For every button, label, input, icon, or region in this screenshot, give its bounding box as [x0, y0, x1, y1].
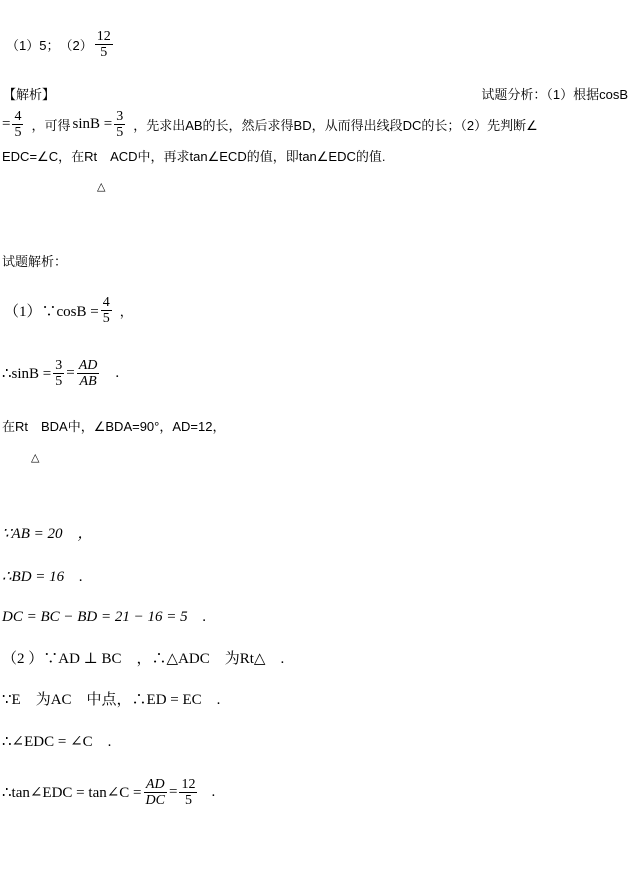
answer-fraction [95, 29, 113, 60]
fraction-denominator: 5 [102, 310, 110, 326]
solution-step5: ∴BD = 16 . [2, 569, 83, 585]
step2-prefix: ∴sinB = [2, 365, 52, 382]
solution-step7: （2 ）∵AD ⊥ BC ，∴△ADC 为Rt△ . [2, 651, 285, 667]
triangle-icon: △ [31, 452, 40, 464]
fraction-numerator: AD [145, 776, 165, 792]
step10-suffix: . [211, 783, 216, 800]
equals-sign: = [66, 364, 75, 381]
sin-expression: sinB = [72, 115, 113, 132]
fraction-numerator: 4 [102, 294, 110, 310]
answer-line [6, 24, 115, 64]
cos-fraction [12, 109, 23, 140]
equals-sign: = [2, 115, 11, 132]
fraction-denominator: 5 [184, 792, 192, 808]
step10-fraction1 [144, 777, 167, 808]
triangle-icon: △ [97, 181, 106, 193]
fraction-numerator: AD [78, 357, 98, 373]
solution-step3: 在Rt BDA中，∠BDA=90°，AD=12， [2, 419, 226, 434]
step1-fraction [101, 295, 112, 326]
fraction-denominator: 5 [100, 44, 108, 60]
text-segment: ，可得 [31, 117, 71, 133]
solution-step10 [2, 772, 215, 812]
analysis-heading: 【解析】 [3, 87, 56, 102]
analysis-line3: EDC=∠C，在Rt ACD中，再求tan∠ECD的值，即tan∠EDC的值. [2, 149, 386, 164]
fraction-denominator: 5 [55, 373, 63, 389]
sin-fraction [114, 109, 125, 140]
fraction-numerator: 12 [181, 776, 196, 792]
step1-prefix: （1）∵cosB = [4, 303, 99, 320]
analysis-line2 [2, 104, 538, 144]
fraction-numerator: 3 [55, 357, 63, 373]
fraction-denominator: 5 [14, 124, 22, 140]
answer-part2: （2） [59, 37, 93, 53]
solution-step9: ∴∠EDC = ∠C . [2, 734, 112, 750]
solution-step6: DC = BC − BD = 21 − 16 = 5 . [2, 609, 207, 625]
fraction-denominator: 5 [116, 124, 124, 140]
solution-step4: ∵AB = 20 ， [2, 526, 93, 542]
fraction-numerator: 12 [96, 28, 111, 44]
step10-fraction2 [179, 777, 197, 808]
step2-fraction1 [53, 358, 64, 389]
fraction-numerator: 4 [14, 108, 22, 124]
text-segment: ，先求出AB的长，然后求得BD，从而得出线段DC的长；（2）先判断∠ [133, 117, 538, 133]
analysis-intro: 试题分析：（1）根据cosB [481, 87, 628, 102]
equals-sign: = [168, 783, 178, 800]
solution-step2 [2, 353, 119, 393]
solution-heading: 试题解析： [2, 254, 68, 269]
solution-step8: ∵E 为AC 中点，∴ED = EC . [2, 692, 221, 708]
step10-prefix: ∴tan∠EDC = tan∠C = [2, 784, 142, 801]
fraction-denominator: DC [145, 792, 165, 808]
fraction-numerator: 3 [116, 108, 124, 124]
step2-fraction2 [77, 358, 100, 389]
answer-part1: （1）5； [6, 37, 60, 53]
solution-step1 [4, 290, 133, 330]
step2-suffix: . [115, 364, 120, 381]
fraction-denominator: AB [79, 373, 97, 389]
step1-suffix: ， [119, 303, 133, 319]
